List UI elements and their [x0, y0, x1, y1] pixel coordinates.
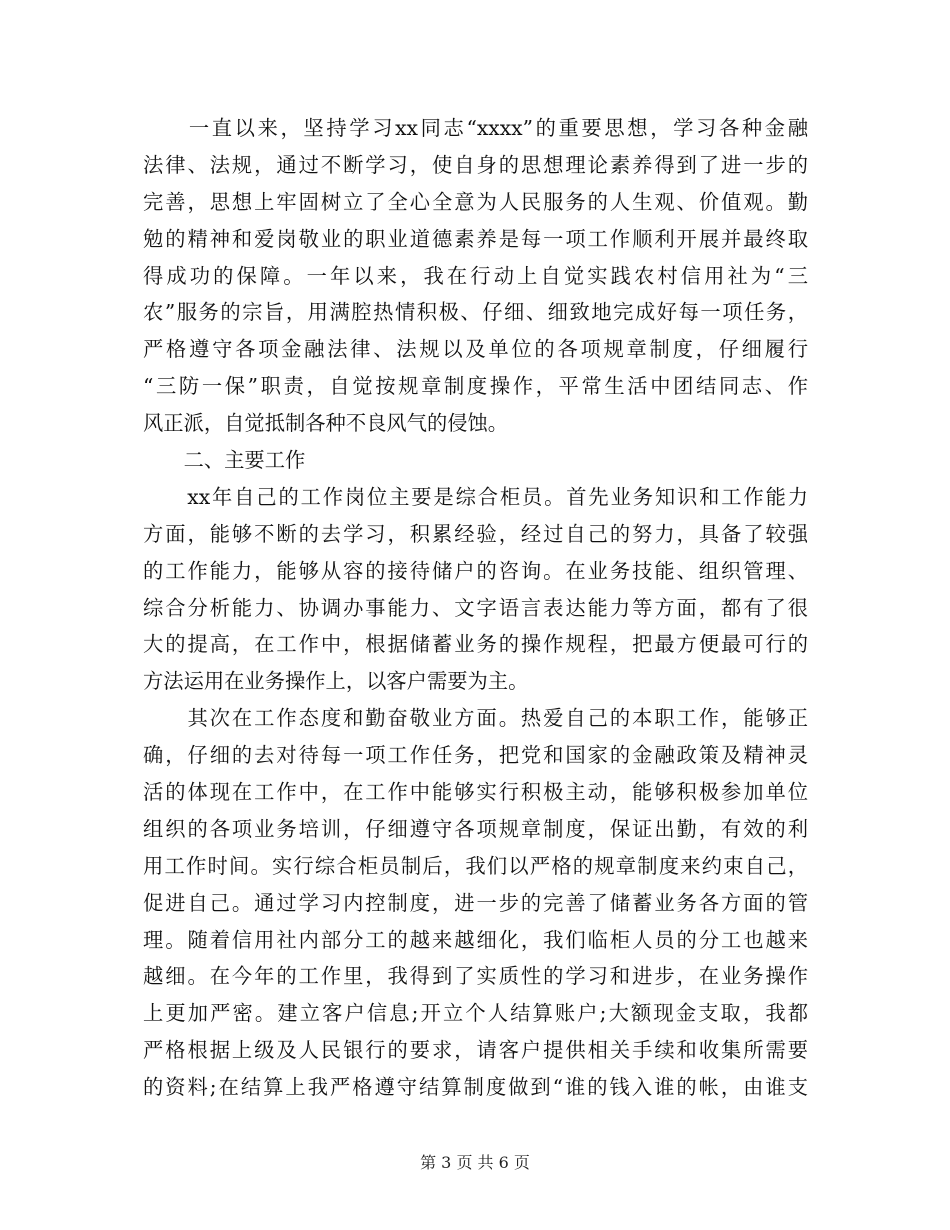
- body-line: 组织的各项业务培训，仔细遵守各项规章制度，保证出勤，有效的利: [143, 816, 808, 841]
- body-line: 勉的精神和爱岗敬业的职业道德素养是每一项工作顺利开展并最终取: [143, 226, 808, 251]
- body-line: 其次在工作态度和勤奋敬业方面。热爱自己的本职工作，能够正: [143, 706, 808, 731]
- body-line: 法律、法规，通过不断学习，使自身的思想理论素养得到了进一步的: [143, 152, 808, 177]
- document-body: [143, 110, 808, 1106]
- body-line: 理。随着信用社内部分工的越来越细化，我们临柜人员的分工也越来: [143, 927, 808, 952]
- body-line: 越细。在今年的工作里，我得到了实质性的学习和进步，在业务操作: [143, 964, 808, 989]
- body-line: 方法运用在业务操作上，以客户需要为主。: [143, 669, 529, 694]
- body-line: 得成功的保障。一年以来，我在行动上自觉实践农村信用社为“三: [143, 263, 808, 288]
- body-line: 确，仔细的去对待每一项工作任务，把党和国家的金融政策及精神灵: [143, 743, 808, 768]
- body-line: 完善，思想上牢固树立了全心全意为人民服务的人生观、价值观。勤: [143, 189, 808, 214]
- body-line: 综合分析能力、协调办事能力、文字语言表达能力等方面，都有了很: [143, 595, 808, 620]
- body-line: 农”服务的宗旨，用满腔热情积极、仔细、细致地完成好每一项任务，: [143, 300, 808, 325]
- body-line: 严格遵守各项金融法律、法规以及单位的各项规章制度，仔细履行: [143, 337, 808, 362]
- body-line: 上更加严密。建立客户信息;开立个人结算账户;大额现金支取，我都: [143, 1001, 808, 1026]
- body-line: 方面，能够不断的去学习，积累经验，经过自己的努力，具备了较强: [143, 521, 808, 546]
- body-line: xx年自己的工作岗位主要是综合柜员。首先业务知识和工作能力: [143, 484, 808, 509]
- body-line: 的工作能力，能够从容的接待储户的咨询。在业务技能、组织管理、: [143, 558, 808, 583]
- body-line: “三防一保”职责，自觉按规章制度操作，平常生活中团结同志、作: [143, 374, 808, 399]
- body-line: 大的提高，在工作中，根据储蓄业务的操作规程，把最方便最可行的: [143, 632, 808, 657]
- page-footer: 第 3 页 共 6 页: [420, 1153, 530, 1172]
- body-line: 风正派，自觉抵制各种不良风气的侵蚀。: [143, 411, 509, 436]
- section-heading: 二、主要工作: [143, 448, 306, 473]
- body-line: 促进自己。通过学习内控制度，进一步的完善了储蓄业务各方面的管: [143, 890, 808, 915]
- body-line: 严格根据上级及人民银行的要求，请客户提供相关手续和收集所需要: [143, 1038, 808, 1063]
- body-line: 一直以来，坚持学习xx同志“xxxx”的重要思想，学习各种金融: [143, 116, 808, 140]
- body-line: 的资料;在结算上我严格遵守结算制度做到“谁的钱入谁的帐，由谁支: [143, 1075, 808, 1100]
- body-line: 用工作时间。实行综合柜员制后，我们以严格的规章制度来约束自己，: [143, 853, 808, 878]
- body-line: 活的体现在工作中，在工作中能够实行积极主动，能够积极参加单位: [143, 780, 808, 805]
